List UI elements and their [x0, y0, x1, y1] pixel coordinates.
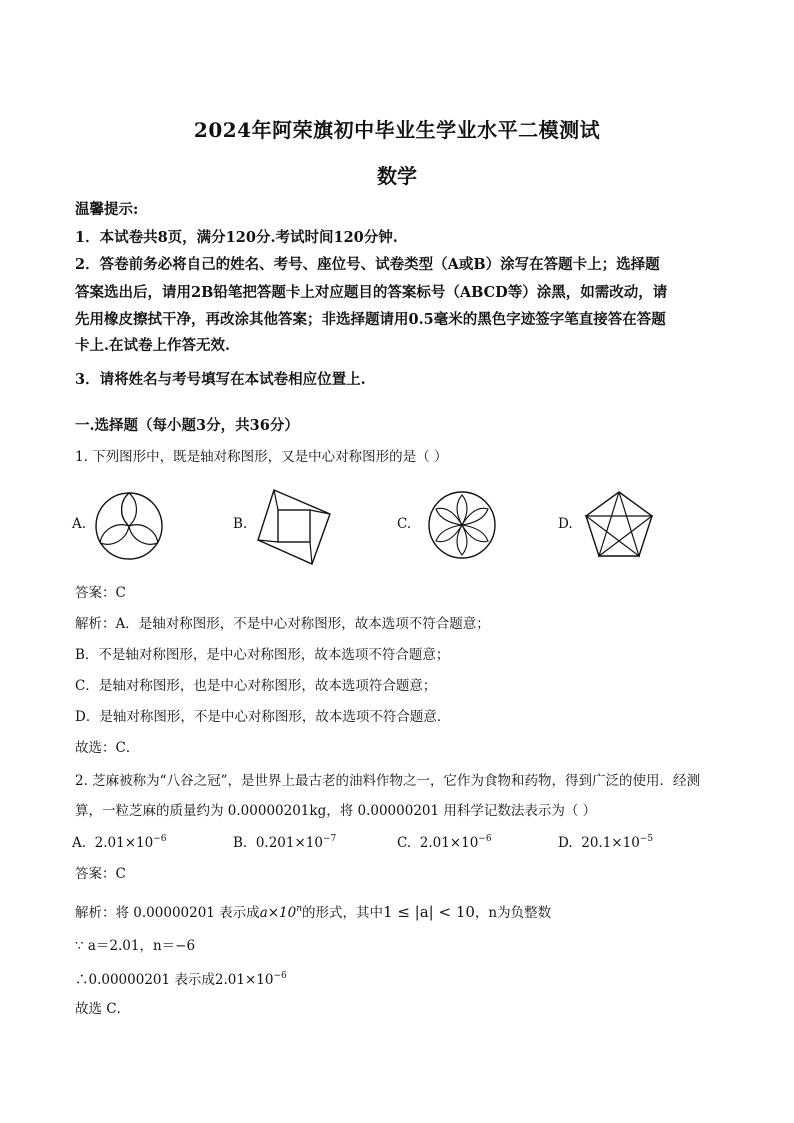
q2-option-a-mantissa: 2.01×10	[94, 835, 154, 851]
tip-item-2-line-1: 2．答卷前务必将自己的姓名、考号、座位号、试卷类型（A或B）涂写在答题卡上；选择题	[75, 256, 660, 273]
q2-analysis-suffix: ，n为负整数	[474, 905, 552, 921]
tip-item-3: 3．请将姓名与考号填写在本试卷相应位置上.	[75, 371, 366, 388]
q2-analysis-result-exp: −6	[273, 971, 287, 981]
question-1-stem: 1. 下列图形中，既是轴对称图形，又是中心对称图形的是（ ）	[75, 449, 448, 465]
circle-three-arcs-icon	[94, 491, 164, 561]
page-title: 2024年阿荣旗初中毕业生学业水平二模测试	[193, 118, 601, 142]
q2-option-d-exp: −5	[639, 834, 654, 844]
q2-option-b	[233, 834, 336, 851]
q2-answer: 答案：C	[75, 866, 126, 882]
q2-option-c-label: C.	[397, 835, 412, 851]
q2-analysis-prefix: 解析：将 0.00000201 表示成	[75, 905, 260, 921]
q1-option-b-label: B.	[233, 516, 248, 532]
q2-option-c-mantissa: 2.01×10	[419, 835, 479, 851]
question-2-stem-line-2: 算，一粒芝麻的质量约为 0.00000201kg，将 0.00000201 用科学记数法表示为（ ）	[75, 803, 597, 819]
tip-item-2-line-3: 先用橡皮擦拭干净，再改涂其他答案；非选择题请用0.5毫米的黑色字迹签字笔直接答在答题	[75, 311, 666, 328]
q2-analysis-result-value: 2.01×10	[214, 972, 274, 988]
q2-option-a-exp: −6	[153, 834, 167, 844]
q2-analysis-condition: 1 ≤ |a| < 10	[383, 903, 475, 921]
q1-analysis-line-3: C．是轴对称图形，也是中心对称图形，故本选项符合题意；	[75, 678, 437, 694]
q2-option-c-exp: −6	[478, 834, 492, 844]
q2-option-d-label: D.	[558, 835, 573, 851]
q2-conclusion: 故选 C．	[75, 1001, 131, 1017]
q2-option-b-label: B.	[233, 835, 248, 851]
q2-analysis-form: a×10	[259, 905, 297, 921]
tip-item-2-line-4: 卡上.在试卷上作答无效.	[75, 337, 231, 354]
tip-item-2-line-2: 答案选出后，请用2B铅笔把答题卡上对应题目的答案标号（ABCD等）涂黑，如需改动，请	[75, 284, 668, 301]
q1-conclusion: 故选：C．	[75, 740, 140, 756]
q1-option-c-label: C.	[397, 516, 412, 532]
q2-option-d-mantissa: 20.1×10	[581, 835, 640, 851]
q2-option-a-label: A.	[72, 835, 87, 851]
q1-option-d-label: D.	[558, 516, 573, 532]
tip-item-1: 1．本试卷共8页，满分120分.考试时间120分钟.	[75, 229, 398, 246]
q2-analysis-form-exp: n	[296, 904, 303, 914]
six-petal-flower-icon	[426, 489, 498, 561]
q2-option-c	[397, 834, 492, 851]
tips-heading: 温馨提示:	[75, 201, 139, 218]
question-2-stem-line-1: 2. 芝麻被称为“八谷之冠”，是世界上最古老的油料作物之一，它作为食物和药物，得到广泛的使用．经测	[75, 773, 700, 789]
q2-option-a	[72, 834, 166, 851]
pentagram-in-pentagon-icon	[582, 489, 656, 561]
q2-analysis-line-2: ∵ a＝2.01，n＝−6	[75, 938, 196, 954]
q1-answer: 答案：C	[75, 585, 126, 601]
q1-analysis-line-4: D．是轴对称图形，不是中心对称图形，故本选项不符合题意．	[75, 709, 451, 725]
q1-option-a-label: A.	[72, 516, 87, 532]
q2-option-d	[558, 834, 653, 851]
q1-analysis-line-1: 解析：A．是轴对称图形，不是中心对称图形，故本选项不符合题意；	[75, 616, 490, 632]
q2-analysis-result-prefix: ∴0.00000201 表示成	[75, 972, 215, 988]
q1-analysis-line-2: B．不是轴对称图形，是中心对称图形，故本选项不符合题意；	[75, 647, 450, 663]
q2-analysis-mid: 的形式，其中	[302, 905, 384, 921]
q2-analysis-line-3	[75, 966, 287, 990]
q2-option-b-mantissa: 0.201×10	[255, 835, 323, 851]
q2-analysis-line-1	[75, 899, 551, 923]
rotated-squares-icon	[254, 488, 334, 566]
q2-option-b-exp: −7	[322, 834, 337, 844]
section-heading: 一.选择题（每小题3分，共36分）	[75, 417, 299, 434]
subject-title: 数学	[377, 164, 417, 188]
